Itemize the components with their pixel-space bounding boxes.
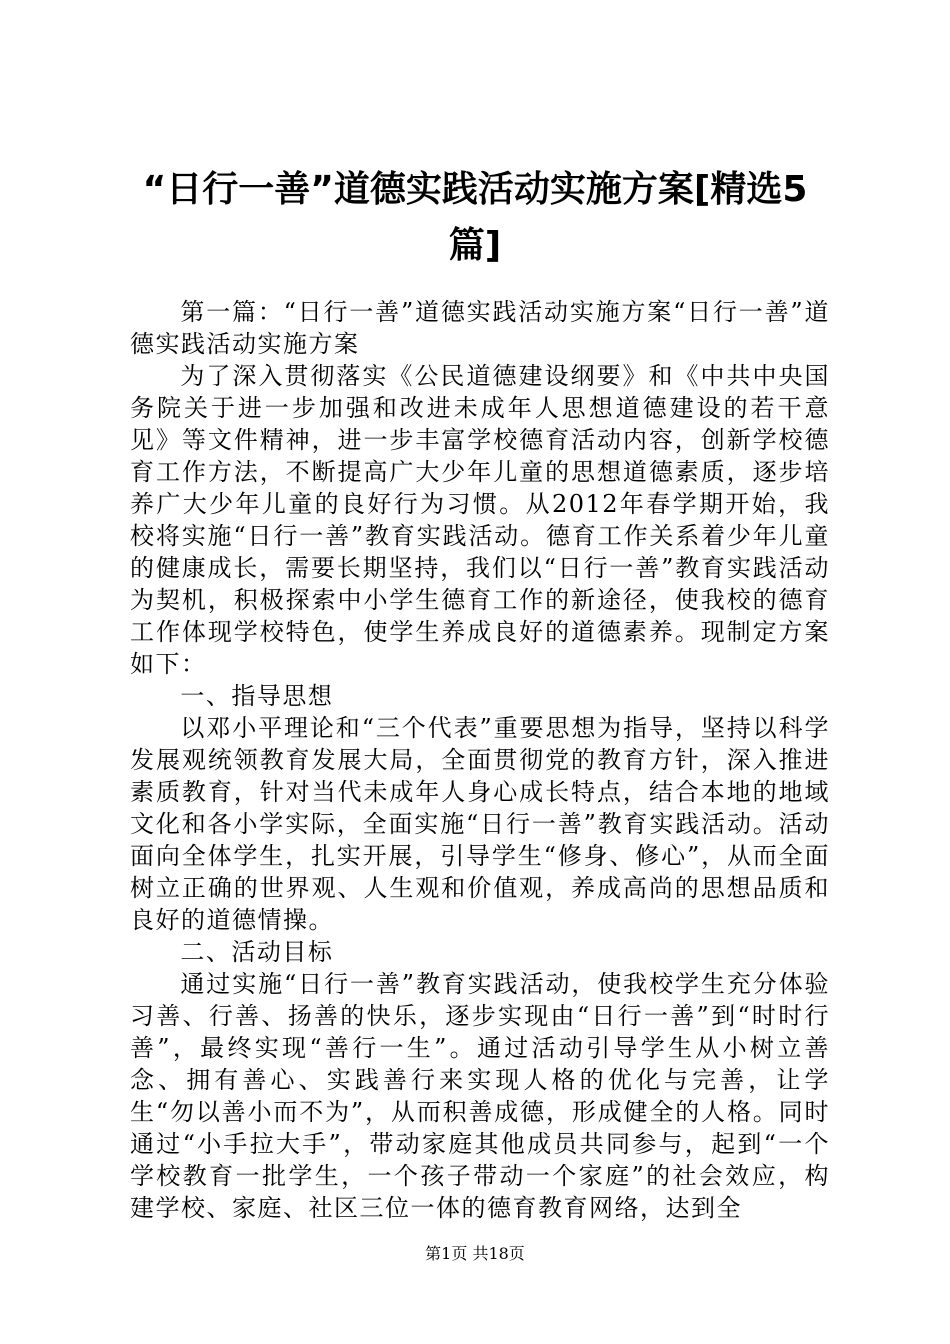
page-number-footer: 第1页 共18页 [425, 1244, 525, 1263]
paragraph-activity-goal: 通过实施“日行一善”教育实践活动，使我校学生充分体验习善、行善、扬善的快乐，逐步实现由“日行一善”到“时时行善”，最终实现“善行一生”。通过活动引导学生从小树立善念、拥有善心、实践善行来实现人格的优化与完善，让学生“勿以善小而不为”，从而积善成德，形成健全的人格。同时通过“小手拉大手”，带动家庭其他成员共同参与，起到“一个学校教育一批学生，一个孩子带动一个家庭”的社会效应，构建学校、家庭、社区三位一体的德育教育网络，达到全 [130, 970, 830, 1222]
document-title: “日行一善”道德实践活动实施方案[精选5篇] [142, 169, 808, 266]
document-body [130, 296, 830, 1224]
paragraph-guiding-thought: 以邓小平理论和“三个代表”重要思想为指导，坚持以科学发展观统领教育发展大局，全面贯彻党的教育方针，深入推进素质教育，针对当代未成年人身心成长特点，结合本地的地域文化和各小学实际，全面实施“日行一善”教育实践活动。活动面向全体学生，扎实开展，引导学生“修身、修心”，从而全面树立正确的世界观、人生观和价值观，养成高尚的思想品质和良好的道德情操。 [130, 714, 830, 934]
paragraph-intro: 为了深入贯彻落实《公民道德建设纲要》和《中共中央国务院关于进一步加强和改进未成年人思想道德建设的若干意见》等文件精神，进一步丰富学校德育活动内容，创新学校德育工作方法，不断提高广大少年儿童的思想道德素质，逐步培养广大少年儿童的良好行为习惯。从2012年春学期开始，我校将实施“日行一善”教育实践活动。德育工作关系着少年儿童的健康成长，需要长期坚持，我们以“日行一善”教育实践活动为契机，积极探索中小学生德育工作的新途径，使我校的德育工作体现学校特色，使学生养成良好的道德素养。现制定方案如下： [130, 362, 830, 678]
paragraph-heading-first: 第一篇：“日行一善”道德实践活动实施方案“日行一善”道德实践活动实施方案 [130, 298, 830, 358]
section-heading-activity-goal: 二、活动目标 [180, 938, 334, 966]
section-heading-guiding-thought: 一、指导思想 [180, 682, 334, 710]
